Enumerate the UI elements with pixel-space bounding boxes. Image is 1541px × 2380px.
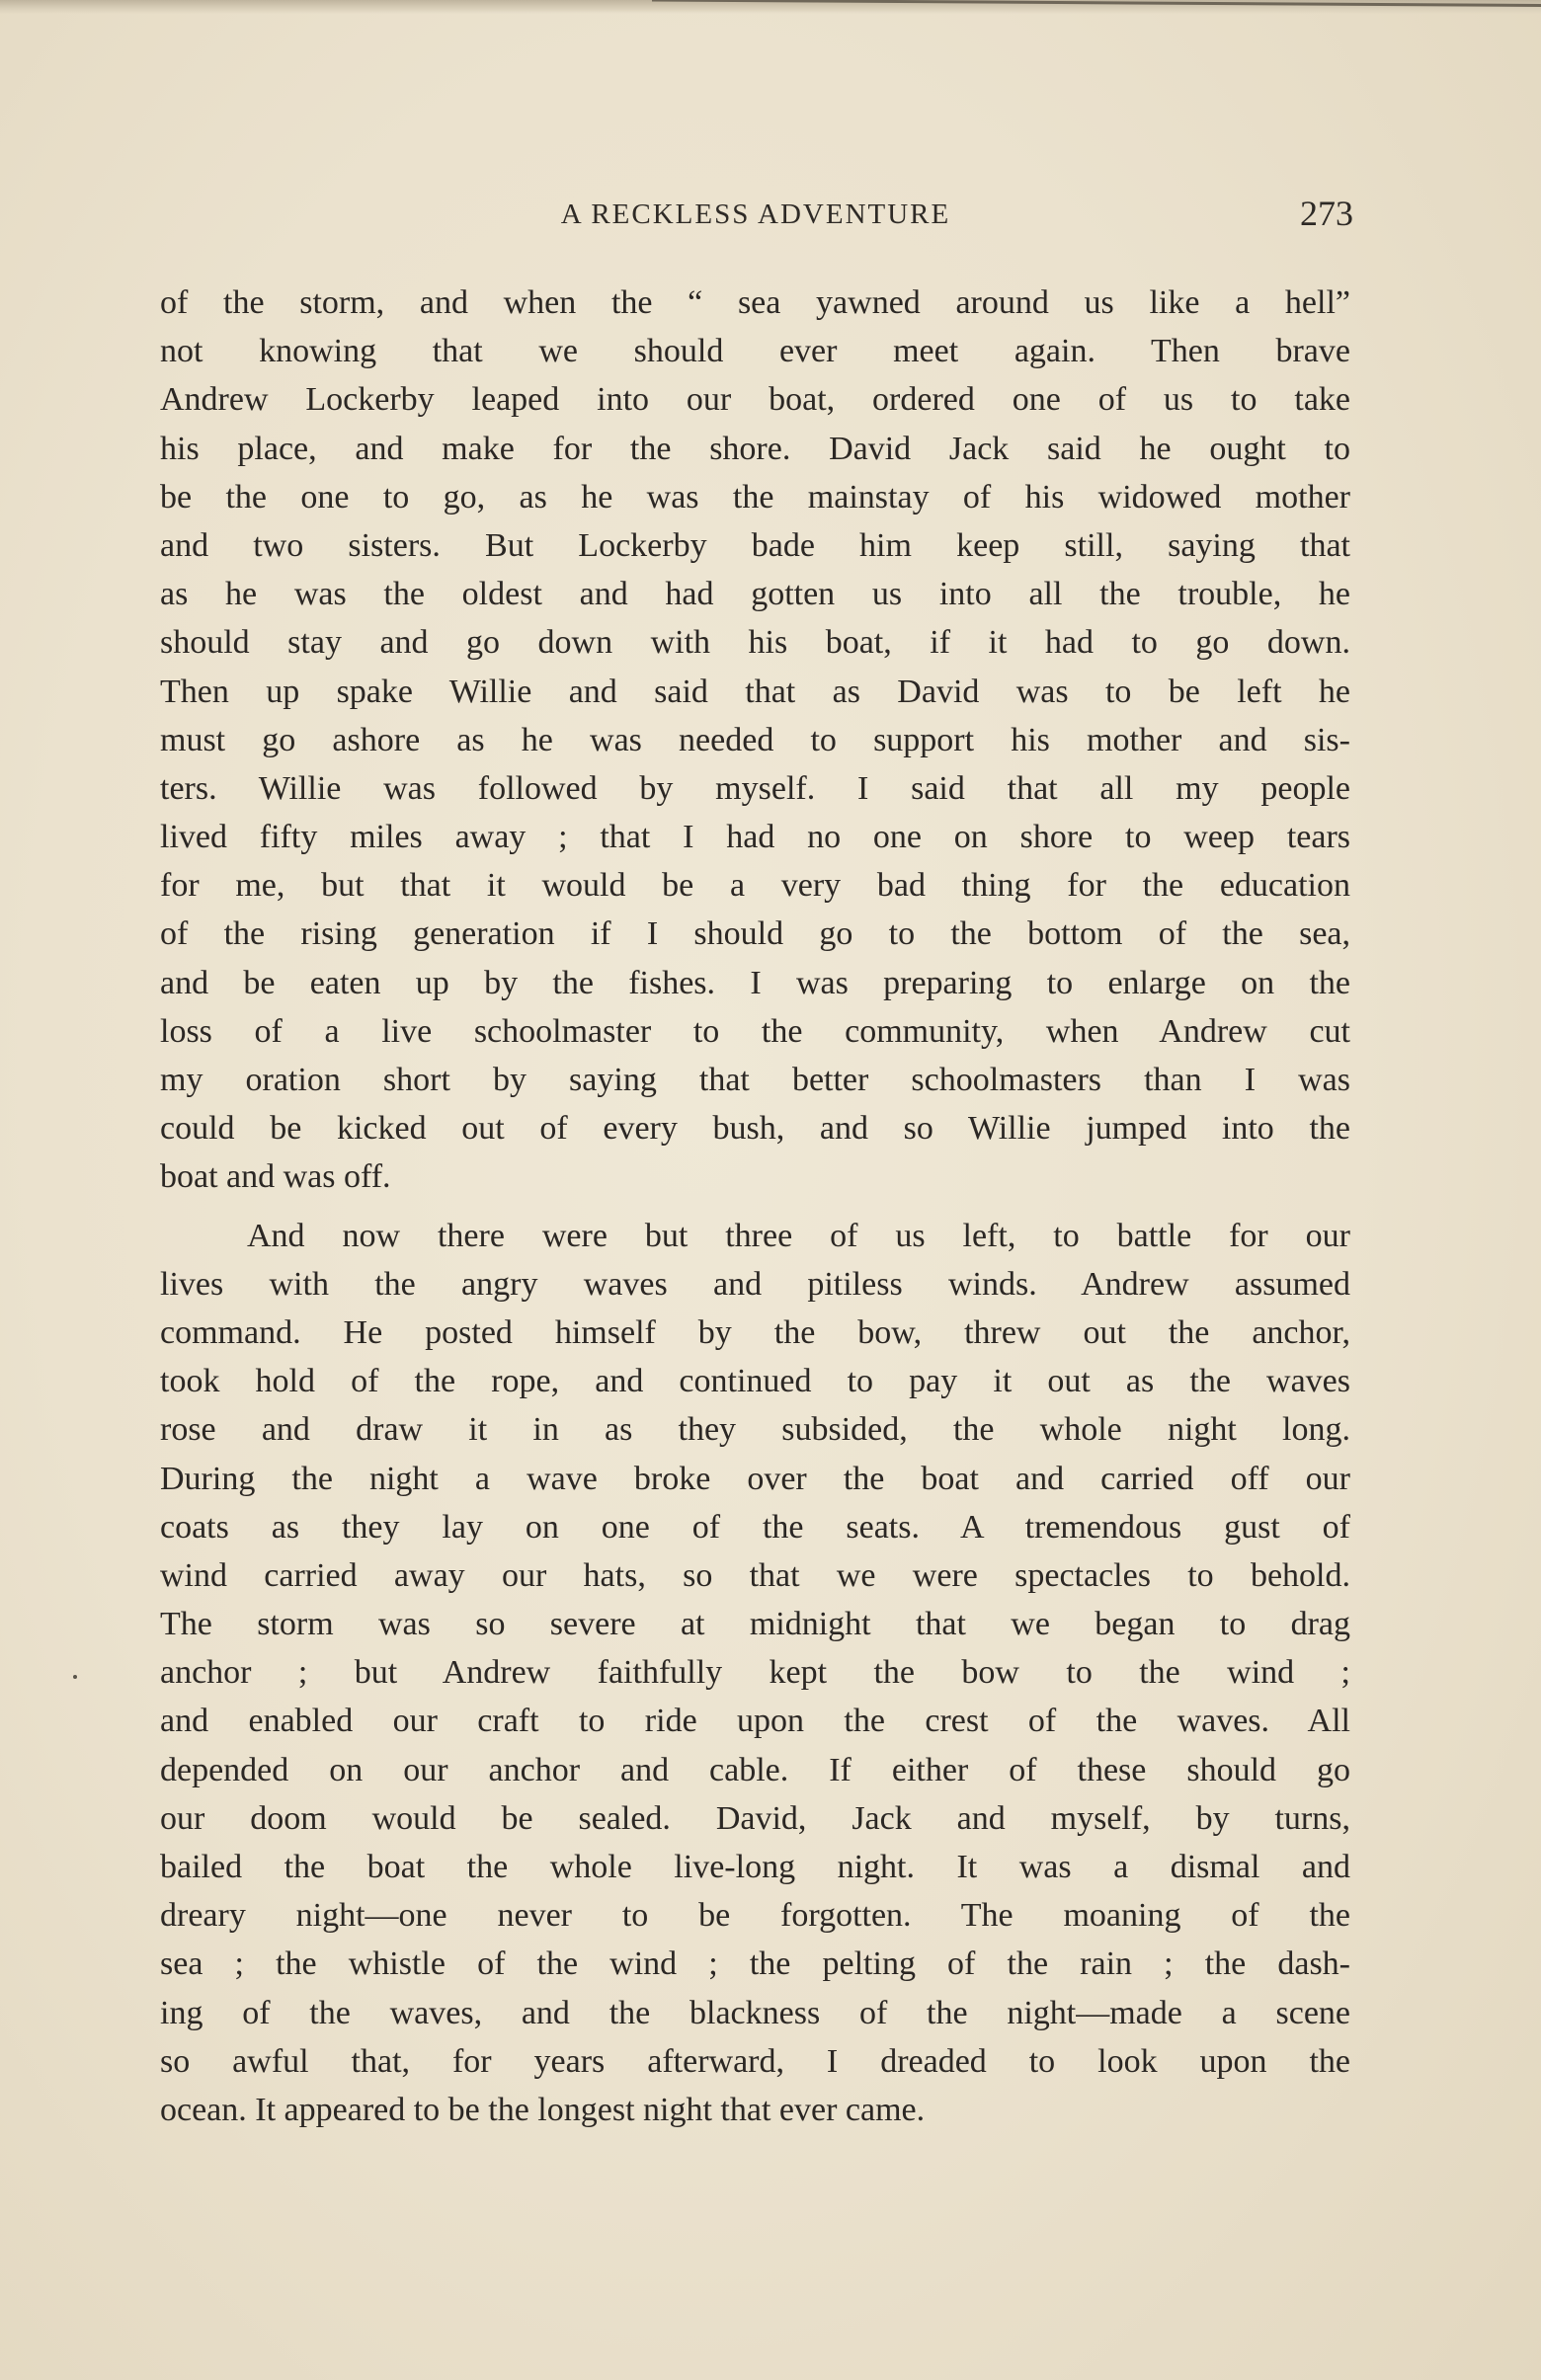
- text-line: so awful that, for years afterward, I dreaded to look upon the: [160, 2042, 1350, 2080]
- text-line: sea ; the whistle of the wind ; the pelting of the rain ; the dash-: [160, 1945, 1350, 1983]
- text-line: as he was the oldest and had gotten us into all the trouble, he: [160, 576, 1350, 613]
- text-line: wind carried away our hats, so that we were spectacles to behold.: [160, 1556, 1350, 1594]
- text-line: be the one to go, as he was the mainstay of his widowed mother: [160, 478, 1350, 516]
- text-line: my oration short by saying that better schoolmasters than I was: [160, 1062, 1350, 1098]
- text-line: rose and draw it in as they subsided, the whole night long.: [160, 1411, 1350, 1449]
- text-line: During the night a wave broke over the boat and carried off our: [160, 1460, 1350, 1497]
- text-line: bailed the boat the whole live-long night. It was a dismal and: [160, 1849, 1350, 1885]
- text-line: depended on our anchor and cable. If either of these should go: [160, 1751, 1350, 1788]
- text-line: and two sisters. But Lockerby bade him keep still, saying that: [160, 526, 1350, 564]
- text-line: And now there were but three of us left, to battle for our: [247, 1217, 1350, 1254]
- paragraph: [160, 1212, 1350, 2135]
- page-number: 273: [1300, 194, 1353, 233]
- text-line: command. He posted himself by the bow, threw out the anchor,: [160, 1313, 1350, 1351]
- text-line: loss of a live schoolmaster to the community, when Andrew cut: [160, 1012, 1350, 1050]
- text-line: anchor ; but Andrew faithfully kept the bow to the wind ;: [160, 1654, 1350, 1692]
- text-line: took hold of the rope, and continued to pay it out as the waves: [160, 1363, 1350, 1400]
- text-line: ters. Willie was followed by myself. I said that all my people: [160, 769, 1350, 807]
- text-line: Then up spake Willie and said that as David was to be left he: [160, 673, 1350, 710]
- text-line: lived fifty miles away ; that I had no one on shore to weep tears: [160, 819, 1350, 856]
- text-line: ocean. It appeared to be the longest night that ever came.: [160, 2091, 926, 2128]
- text-line: must go ashore as he was needed to support his mother and sis-: [160, 721, 1350, 758]
- running-title: A RECKLESS ADVENTURE: [560, 198, 951, 230]
- running-head: [158, 193, 1353, 242]
- text-line: boat and was off.: [160, 1158, 391, 1196]
- text-line: of the storm, and when the “ sea yawned around us like a hell”: [160, 284, 1350, 321]
- text-line: should stay and go down with his boat, if it had to go down.: [160, 624, 1350, 662]
- text-line: could be kicked out of every bush, and so Willie jumped into the: [160, 1110, 1350, 1148]
- text-line: his place, and make for the shore. David Jack said he ought to: [160, 430, 1350, 467]
- text-line: and enabled our craft to ride upon the crest of the waves. All: [160, 1703, 1350, 1740]
- text-line: our doom would be sealed. David, Jack and myself, by turns,: [160, 1799, 1350, 1837]
- paragraph: [160, 278, 1350, 1202]
- text-line: of the rising generation if I should go to the bottom of the sea,: [160, 915, 1350, 953]
- text-line: not knowing that we should ever meet again. Then brave: [160, 333, 1350, 370]
- text-line: ing of the waves, and the blackness of the night—made a scene: [160, 1994, 1350, 2031]
- text-line: dreary night—one never to be forgotten. The moaning of the: [160, 1897, 1350, 1935]
- body-text: [160, 278, 1350, 2134]
- text-line: for me, but that it would be a very bad thing for the education: [160, 867, 1350, 905]
- text-line: lives with the angry waves and pitiless winds. Andrew assumed: [160, 1265, 1350, 1303]
- text-line: The storm was so severe at midnight that we began to drag: [160, 1606, 1350, 1643]
- paragraph-gap: [160, 1202, 1350, 1212]
- margin-speck: [73, 1675, 77, 1679]
- text-line: and be eaten up by the fishes. I was preparing to enlarge on the: [160, 964, 1350, 1001]
- text-line: Andrew Lockerby leaped into our boat, ordered one of us to take: [160, 381, 1350, 419]
- text-line: coats as they lay on one of the seats. A tremendous gust of: [160, 1508, 1350, 1546]
